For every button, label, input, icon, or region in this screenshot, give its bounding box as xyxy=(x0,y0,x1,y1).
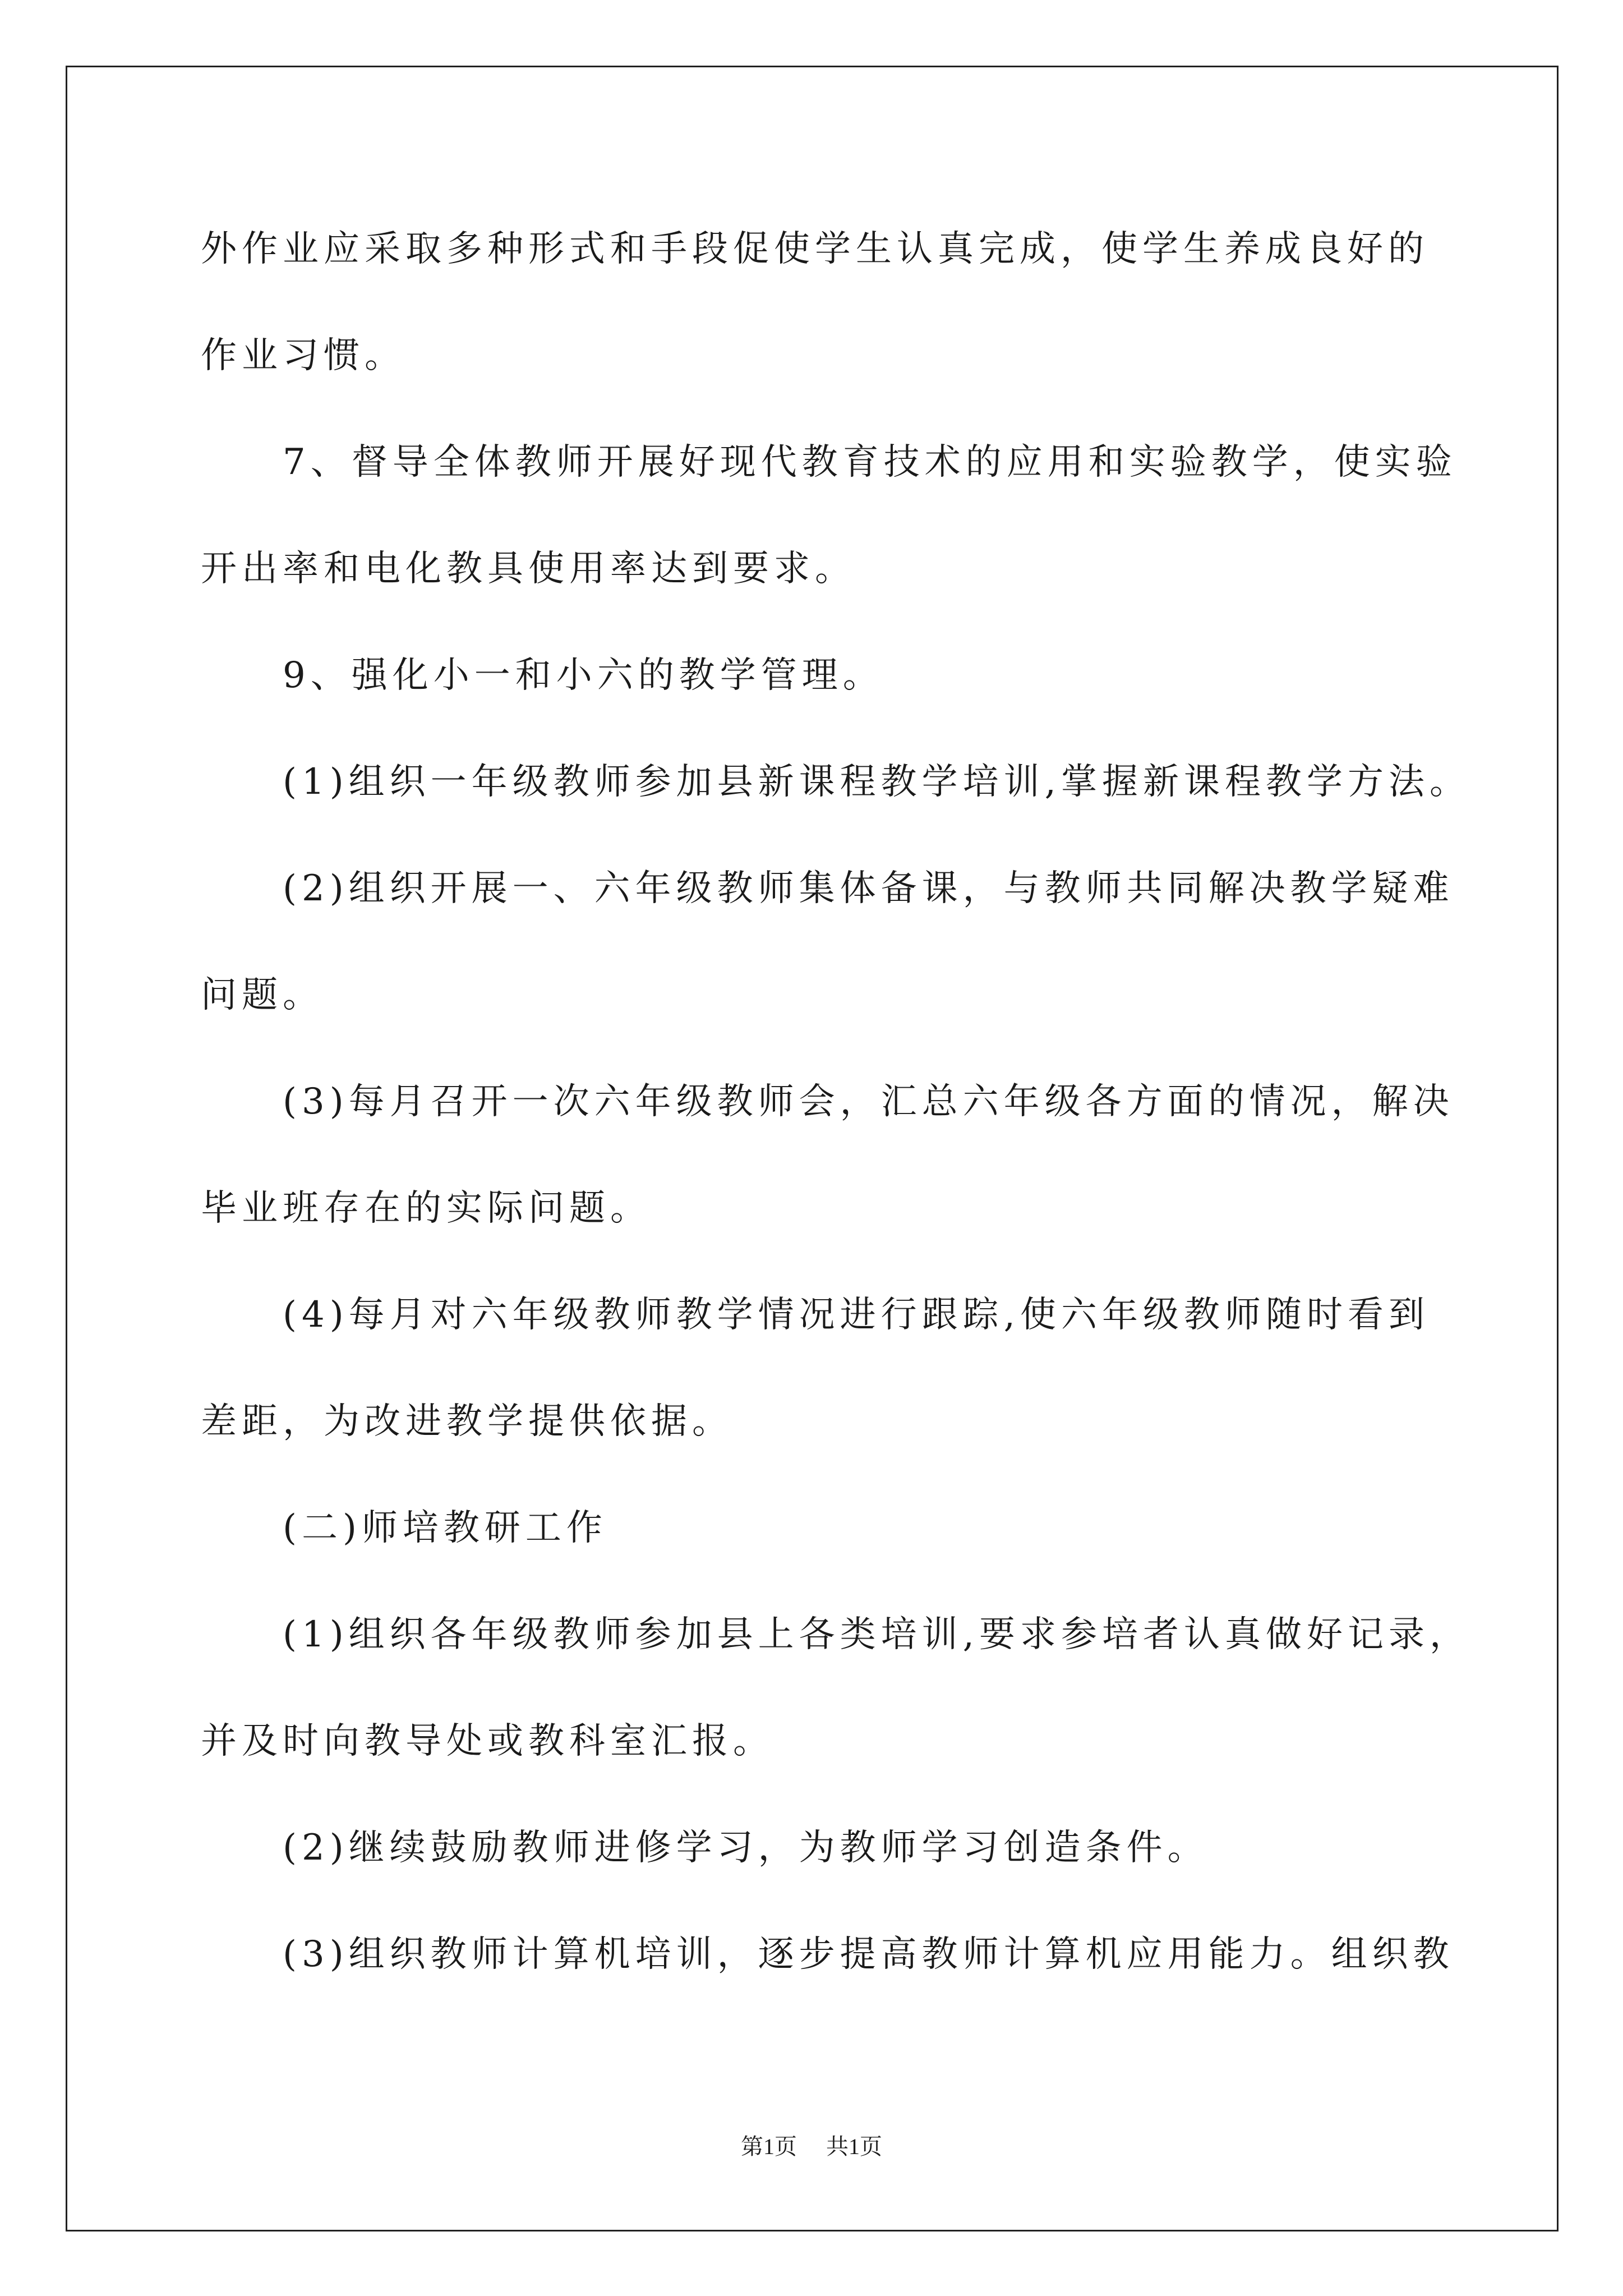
text-line: (2)组织开展一、六年级教师集体备课，与教师共同解决教学疑难 xyxy=(283,868,1454,909)
paragraph-subitem-3 xyxy=(201,1048,1507,1262)
text-line: 外作业应采取多种形式和手段促使学生认真完成，使学生养成良好的 xyxy=(201,228,1429,270)
page-number-current: 第1页 xyxy=(741,2134,797,2159)
document-body xyxy=(201,196,1507,2008)
text-line: (2)继续鼓励教师进修学习，为教师学习创造条件。 xyxy=(283,1827,1209,1869)
text-line: 问题。 xyxy=(201,974,324,1016)
paragraph-training-2 xyxy=(201,1795,1507,1901)
text-line: 7、督导全体教师开展好现代教育技术的应用和实验教学，使实验 xyxy=(283,441,1457,483)
text-line: 作业习惯。 xyxy=(201,335,405,376)
paragraph-subitem-2 xyxy=(201,835,1507,1048)
section-heading-text: (二)师培教研工作 xyxy=(283,1507,607,1549)
paragraph-subitem-1 xyxy=(201,729,1507,835)
text-line: (3)组织教师计算机培训，逐步提高教师计算机应用能力。组织教 xyxy=(283,1934,1454,1975)
paragraph-item-9 xyxy=(201,622,1507,729)
paragraph-continuation xyxy=(201,196,1507,409)
paragraph-item-7 xyxy=(201,409,1507,622)
text-line: 并及时向教导处或教科室汇报。 xyxy=(201,1720,774,1762)
paragraph-subitem-4 xyxy=(201,1262,1507,1475)
page-footer xyxy=(0,2132,1623,2162)
text-line: 差距，为改进教学提供依据。 xyxy=(201,1401,733,1442)
text-line: (4)每月对六年级教师教学情况进行跟踪,使六年级教师随时看到 xyxy=(283,1294,1430,1336)
paragraph-training-3 xyxy=(201,1901,1507,2008)
page-number-total: 共1页 xyxy=(826,2134,882,2159)
text-line: 9、强化小一和小六的教学管理。 xyxy=(283,655,884,696)
text-line: (1)组织一年级教师参加县新课程教学培训,掌握新课程教学方法。 xyxy=(283,761,1470,803)
text-line: (1)组织各年级教师参加县上各类培训,要求参培者认真做好记录， xyxy=(283,1614,1470,1655)
text-line: 开出率和电化教具使用率达到要求。 xyxy=(201,548,856,590)
text-line: (3)每月召开一次六年级教师会，汇总六年级各方面的情况，解决 xyxy=(283,1081,1454,1122)
text-line: 毕业班存在的实际问题。 xyxy=(201,1188,651,1229)
section-heading xyxy=(201,1475,1507,1581)
paragraph-training-1 xyxy=(201,1581,1507,1795)
